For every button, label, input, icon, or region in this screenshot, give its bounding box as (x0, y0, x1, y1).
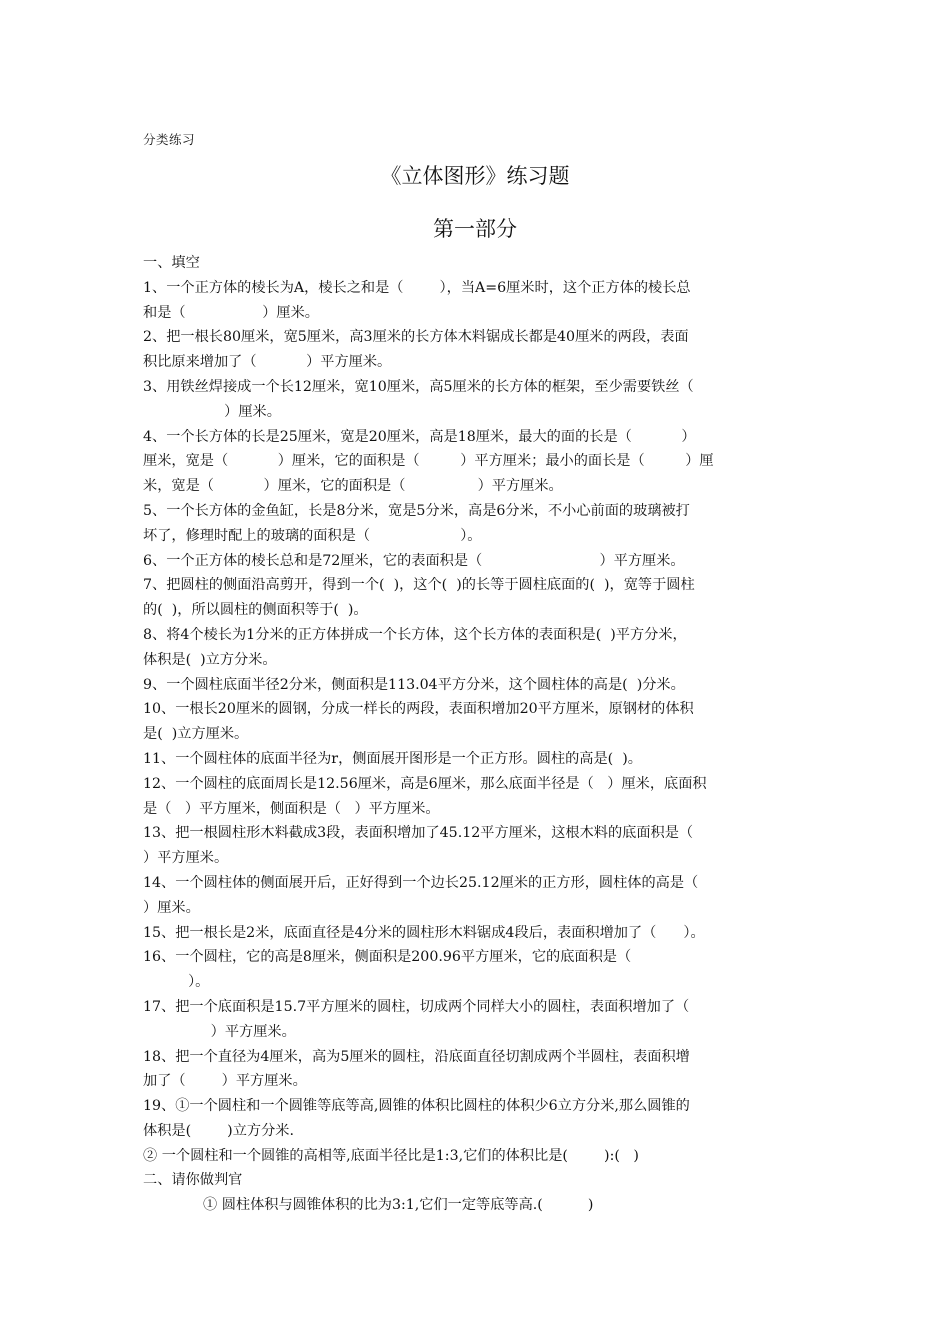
text-line: 11、一个圆柱体的底面半径为r，侧面展开图形是一个正方形。圆柱的高是( )。 (143, 750, 642, 767)
text-line: 6、一个正方体的棱长总和是72厘米，它的表面积是（ ）平方厘米。 (143, 552, 685, 569)
text-line: 7、把圆柱的侧面沿高剪开，得到一个( )，这个( )的长等于圆柱底面的( )，宽等于圆柱 (143, 577, 695, 594)
text-line: 厘米，宽是（ ）厘米，它的面积是（ ）平方厘米；最小的面长是（ ）厘 (143, 453, 714, 470)
document-body (143, 251, 823, 1218)
text-line: ）。 (143, 974, 210, 991)
text-line: 一、填空 (143, 255, 200, 271)
part-title: 第一部分 (433, 217, 517, 241)
text-line: 10、一根长20厘米的圆钢，分成一样长的两段，表面积增加20平方厘米，原钢材的体积 (143, 701, 694, 718)
header-label: 分类练习 (143, 132, 196, 147)
text-line: 18、把一个直径为4厘米，高为5厘米的圆柱，沿底面直径切割成两个半圆柱，表面积增 (143, 1048, 690, 1065)
text-line: 1、一个正方体的棱长为A，棱长之和是（ ），当A=6厘米时，这个正方体的棱长总 (143, 279, 691, 296)
text-line: 和是（ ）厘米。 (143, 304, 319, 321)
text-line: 4、一个长方体的长是25厘米，宽是20厘米，高是18厘米，最大的面的长是（ ） (143, 428, 696, 445)
text-line: 是( )立方厘米。 (143, 726, 249, 743)
text-line: 14、一个圆柱体的侧面展开后，正好得到一个边长25.12厘米的正方形，圆柱体的高是（ (143, 874, 699, 891)
text-line: 13、把一根圆柱形木料截成3段，表面积增加了45.12平方厘米，这根木料的底面积是（ (143, 825, 694, 842)
text-line: 3、用铁丝焊接成一个长12厘米，宽10厘米，高5厘米的长方体的框架，至少需要铁丝（ (143, 378, 694, 395)
text-line: 的( )，所以圆柱的侧面积等于( )。 (143, 602, 368, 619)
text-line: 8、将4个棱长为1分米的正方体拼成一个长方体，这个长方体的表面积是( )平方分米， (143, 626, 687, 643)
text-line: 15、把一根长是2米，底面直径是4分米的圆柱形木料锯成4段后，表面积增加了（ ）。 (143, 924, 705, 941)
text-line: 17、把一个底面积是15.7平方厘米的圆柱，切成两个同样大小的圆柱，表面积增加了（ (143, 998, 690, 1015)
text-line: 坏了，修理时配上的玻璃的面积是（ ）。 (143, 527, 482, 544)
text-line: 5、一个长方体的金鱼缸，长是8分米，宽是5分米，高是6分米，不小心前面的玻璃被打 (143, 502, 690, 519)
text-line: ② 一个圆柱和一个圆锥的高相等,底面半径比是1:3,它们的体积比是( ):( ) (143, 1147, 639, 1164)
text-line: 加了（ ）平方厘米。 (143, 1073, 307, 1090)
text-line: 积比原来增加了（ ）平方厘米。 (143, 354, 392, 371)
text-line: 12、一个圆柱的底面周长是12.56厘米，高是6厘米，那么底面半径是（ ）厘米，底面积 (143, 775, 707, 792)
text-line: ）平方厘米。 (143, 850, 229, 867)
text-line: ）厘米。 (143, 403, 281, 420)
text-line: 米，宽是（ ）厘米，它的面积是（ ）平方厘米。 (143, 478, 563, 495)
text-line: 体积是( )立方分米. (143, 1122, 294, 1139)
text-line: 是（ ）平方厘米，侧面积是（ ）平方厘米。 (143, 800, 440, 817)
text-line: 19、①一个圆柱和一个圆锥等底等高,圆锥的体积比圆柱的体积少6立方分米,那么圆锥的 (143, 1098, 690, 1115)
text-line: 2、把一根长80厘米，宽5厘米，高3厘米的长方体木料锯成长都是40厘米的两段，表面 (143, 329, 689, 346)
text-line: ）厘米。 (143, 899, 200, 916)
text-line: 二、请你做判官 (143, 1172, 243, 1189)
text-line: 9、一个圆柱底面半径2分米，侧面积是113.04平方分米，这个圆柱体的高是( )分米。 (143, 676, 685, 693)
text-line: 体积是( )立方分米。 (143, 651, 277, 668)
page-title: 《立体图形》练习题 (380, 164, 570, 188)
text-line: 16、一个圆柱，它的高是8厘米，侧面积是200.96平方厘米，它的底面积是（ (143, 949, 632, 966)
text-line: ）平方厘米。 (143, 1023, 296, 1040)
text-line: ① 圆柱体积与圆锥体积的比为3:1,它们一定等底等高.( ) (203, 1197, 594, 1214)
